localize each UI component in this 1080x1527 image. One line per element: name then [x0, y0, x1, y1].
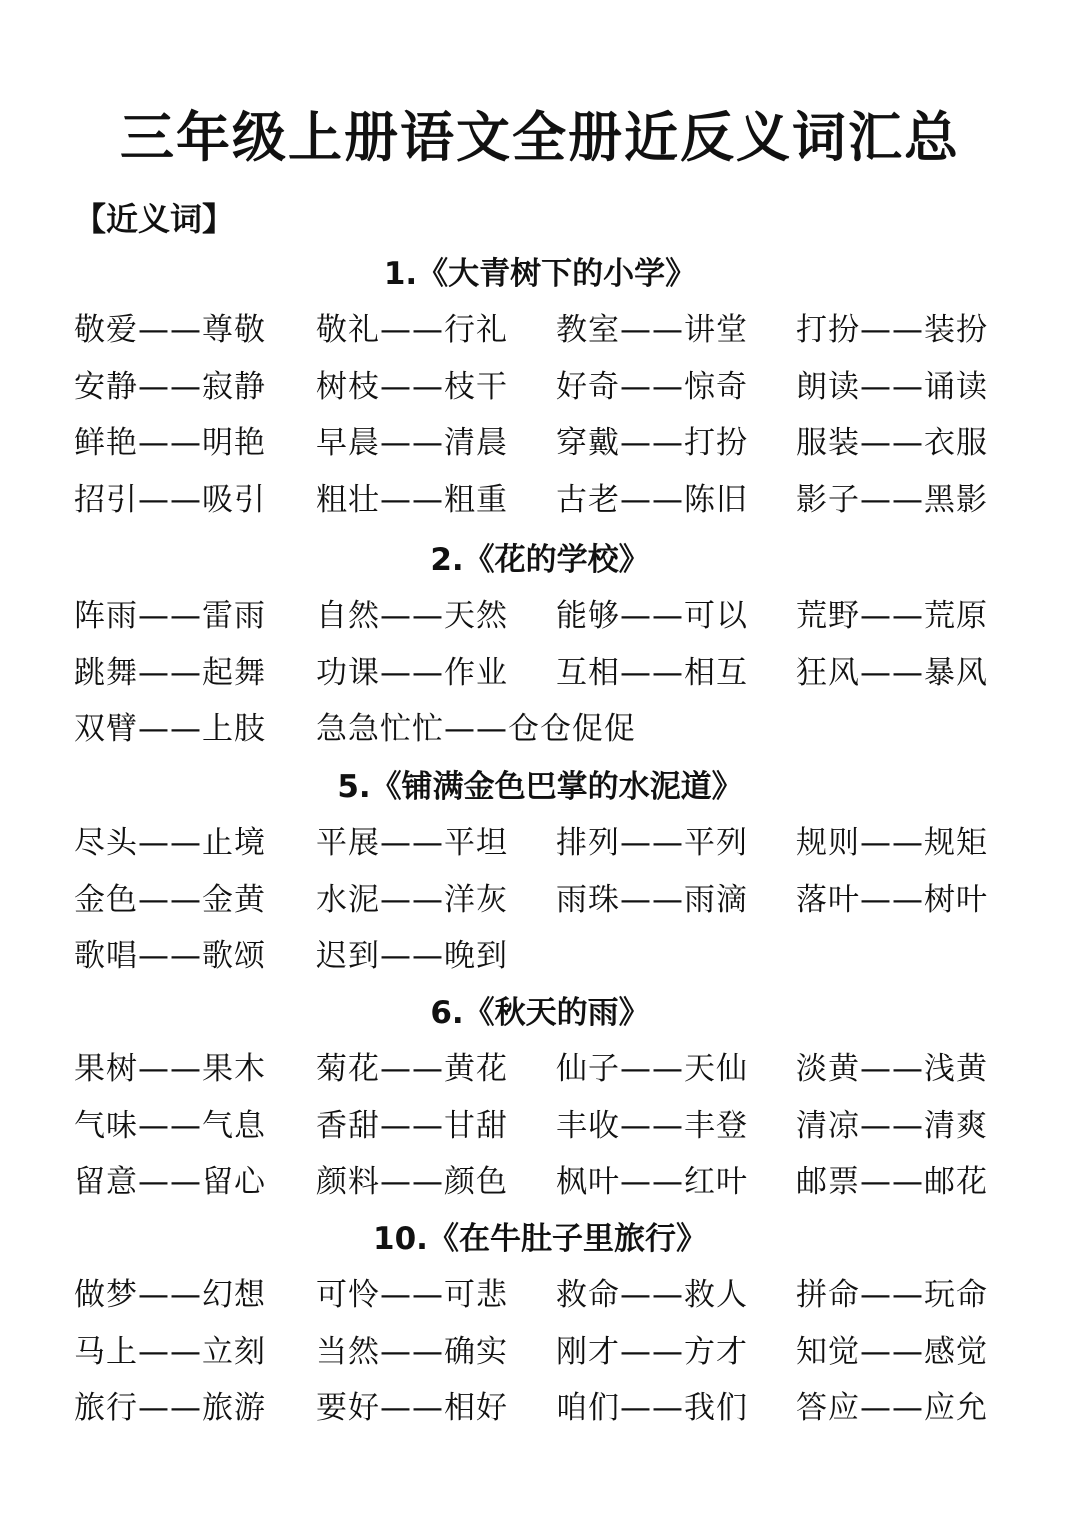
synonym-pair: 落叶——树叶 [796, 881, 988, 918]
synonym-pair: 仙子——天仙 [556, 1051, 748, 1087]
word-row [0, 472, 1080, 529]
synonym-pair: 颜料——颜色 [316, 1164, 508, 1200]
word-row [0, 302, 1080, 359]
synonym-pair: 招引——吸引 [74, 481, 266, 518]
synonym-pair: 粗壮——粗重 [316, 481, 508, 518]
synonym-pair: 朗读——诵读 [796, 368, 988, 405]
word-row [0, 1154, 1080, 1211]
synonym-pair: 拼命——玩命 [796, 1277, 988, 1313]
synonym-pair: 阵雨——雷雨 [74, 598, 266, 634]
synonym-pair: 敬爱——尊敬 [74, 312, 266, 348]
synonym-pair: 歌唱——歌颂 [74, 938, 266, 974]
synonym-pair: 服装——衣服 [796, 425, 988, 461]
synonym-pair: 果树——果木 [74, 1051, 266, 1087]
synonym-pair: 功课——作业 [316, 654, 508, 691]
synonym-pair: 枫叶——红叶 [556, 1164, 748, 1200]
synonym-pair: 鲜艳——明艳 [74, 425, 266, 461]
synonym-pair: 穿戴——打扮 [556, 425, 748, 461]
synonym-pair: 知觉——感觉 [796, 1333, 988, 1370]
synonym-pair: 淡黄——浅黄 [796, 1051, 988, 1087]
word-row [0, 1267, 1080, 1324]
word-row [0, 415, 1080, 472]
word-row [0, 1324, 1080, 1381]
synonym-pair: 可怜——可悲 [316, 1277, 508, 1313]
synonym-pair: 能够——可以 [556, 598, 748, 634]
lesson-heading: 5.《铺满金色巴掌的水泥道》 [337, 769, 743, 805]
synonym-pair: 排列——平列 [556, 825, 748, 861]
synonym-pair: 自然——天然 [316, 598, 508, 634]
synonym-pair: 规则——规矩 [796, 825, 988, 861]
word-row [0, 588, 1080, 645]
synonym-pair: 水泥——洋灰 [316, 881, 508, 918]
synonym-pair: 救命——救人 [556, 1277, 748, 1313]
synonym-pair: 好奇——惊奇 [556, 368, 748, 405]
synonym-pair: 刚才——方才 [556, 1333, 748, 1370]
word-row [0, 701, 1080, 758]
word-row [0, 1041, 1080, 1098]
synonym-pair: 丰收——丰登 [556, 1107, 748, 1144]
lesson-section [0, 759, 1080, 985]
synonym-pair: 菊花——黄花 [316, 1051, 508, 1087]
synonym-pair: 跳舞——起舞 [74, 654, 266, 691]
synonym-pair: 答应——应允 [796, 1390, 988, 1426]
synonym-pair: 雨珠——雨滴 [556, 881, 748, 918]
synonym-pair: 咱们——我们 [556, 1390, 748, 1426]
synonym-pair: 急急忙忙——仓仓促促 [316, 711, 636, 747]
synonym-pair: 邮票——邮花 [796, 1164, 988, 1200]
synonym-pair: 要好——相好 [316, 1390, 508, 1426]
category-heading: 【近义词】 [74, 200, 235, 238]
synonym-pair: 打扮——装扮 [796, 312, 988, 348]
lesson-section [0, 1211, 1080, 1437]
synonym-pair: 教室——讲堂 [556, 312, 748, 348]
lesson-heading: 1.《大青树下的小学》 [383, 256, 697, 292]
synonym-pair: 清凉——清爽 [796, 1107, 988, 1144]
synonym-pair: 马上——立刻 [74, 1333, 266, 1370]
synonym-pair: 狂风——暴风 [796, 654, 988, 691]
synonym-pair: 树枝——枝干 [316, 368, 508, 405]
synonym-pair: 敬礼——行礼 [316, 312, 508, 348]
synonym-pair: 荒野——荒原 [796, 598, 988, 634]
synonym-pair: 迟到——晚到 [316, 938, 508, 974]
synonym-pair: 双臂——上肢 [74, 711, 266, 747]
word-row [0, 645, 1080, 702]
lesson-heading: 2.《花的学校》 [430, 542, 650, 578]
synonym-pair: 金色——金黄 [74, 881, 266, 918]
synonym-pair: 尽头——止境 [74, 825, 266, 861]
lesson-section [0, 532, 1080, 758]
synonym-pair: 早晨——清晨 [316, 425, 508, 461]
synonym-pair: 安静——寂静 [74, 368, 266, 405]
word-row [0, 872, 1080, 929]
synonym-pair: 留意——留心 [74, 1164, 266, 1200]
word-row [0, 1380, 1080, 1437]
page-title: 三年级上册语文全册近反义词汇总 [120, 106, 960, 169]
synonym-pair: 做梦——幻想 [74, 1277, 266, 1313]
synonym-pair: 古老——陈旧 [556, 481, 748, 518]
lesson-heading: 6.《秋天的雨》 [430, 995, 650, 1031]
synonym-pair: 影子——黑影 [796, 481, 988, 518]
synonym-pair: 互相——相互 [556, 654, 748, 691]
synonym-pair: 香甜——甘甜 [316, 1107, 508, 1144]
synonym-pair: 平展——平坦 [316, 825, 508, 861]
synonym-pair: 当然——确实 [316, 1333, 508, 1370]
synonym-pair: 气味——气息 [74, 1107, 266, 1144]
word-row [0, 928, 1080, 985]
word-row [0, 815, 1080, 872]
word-row [0, 1098, 1080, 1155]
lesson-section [0, 246, 1080, 528]
lesson-heading: 10.《在牛肚子里旅行》 [373, 1221, 707, 1257]
lesson-section [0, 985, 1080, 1211]
word-row [0, 359, 1080, 416]
synonym-pair: 旅行——旅游 [74, 1390, 266, 1426]
